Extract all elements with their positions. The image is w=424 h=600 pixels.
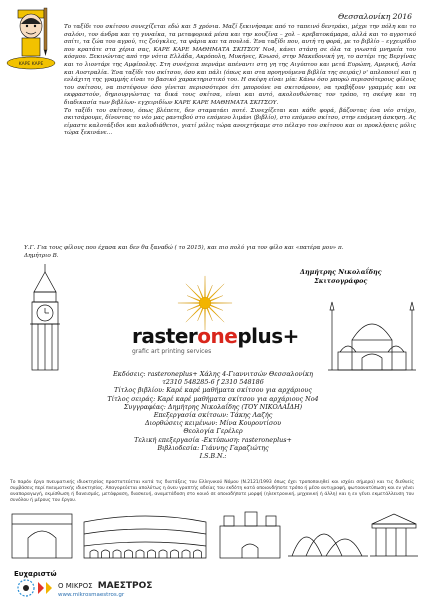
credit-line: Θεολογία Γερέλερ [183,427,243,436]
mikros-title-main: ΜΑΕΣΤΡΟΣ [97,581,153,591]
colosseum-arch [136,550,144,558]
star-ray [178,302,199,303]
credit-line: I.S.B.N.: [199,452,227,461]
copyright-notice: Το παρόν έργο πνευματικής ιδιοκτησίας προστατεύεται κατά τις διατάξεις του Ελληνικού Νόμου (Ν.2121/1993 όπως έχει τροποποιηθεί και ισχύει σήμερα) και τις διεθνείς συμβάσεις περί πνευματικής ιδιοκτησίας. Απαγορεύεται απολύτως η άνευ γραπτής αδείας του εκδότη κατά οποιονδήποτε τρόπο ή μέσο αντιγραφή, φωτοανατύπωση και εν γένει αναπαραγωγή, εκμίσθωση ή δανεισμός, μετάφραση, διασκευή, αναμετάδοση στο κοινό σε οποιαδήποτε μορφή (ηλεκτρονική, μηχανική ή άλλη) και η εν γένει εκμετάλλευση του συνόλου ή μέρους του έργου. [10,480,414,503]
thanks-label: Ευχαριστώ [14,570,57,578]
credit-line: Τίτλος βιβλίου: Καρέ καρέ μαθήματα σκίτσου για αρχάριους [114,386,312,395]
star-ray [186,307,201,322]
credit-line: Εκδόσεις: rasteroneplus+ Χάλης 4-Γιαννιτσών Θεσσαλονίκη [113,370,313,378]
publisher-logo [132,324,302,364]
credits-block [100,370,326,460]
hagia-sophia-sketch [326,300,418,380]
star-ray [204,276,205,297]
mikros-title-top: Ο ΜΙΚΡΟΣ [58,582,93,590]
author-name: Δημήτρης Νικολαΐδης [300,268,382,276]
big-ben-sketch [10,262,80,372]
svg-text:ΚΑΡΕ ΚΑΡΕ: ΚΑΡΕ ΚΑΡΕ [18,62,44,67]
star-ray [209,284,224,299]
credit-line: Τίτλος σειράς: Καρέ καρέ μαθήματα σκίτσου για αρχάριους Νο4 [107,394,319,403]
intro-paragraph: Το ταξίδι του σκίτσου συνεχίζεται εδώ και 5 χρόνια. Μαζί ξεκινήσαμε από το ταπεινό δεντράκι, μέχρι την πόλη και το σαλόνι, τον άνδρα και τη γυναίκα, τα μεταφορικά μέσα και την κουζίνα – χολ – κρεβατοκάμαρα, αλλά και το αγροτικό σπίτι, τα ζώα του αγρού, τις ζούγκλες, τα ψάρια και τα πουλιά. Ένα ταξίδι που, αυτή τη φορά, με το βιβλίο – εγχειρίδιο που κρατάτε στα χέρια σας, ΚΑΡΕ ΚΑΡΕ ΜΑΘΗΜΑΤΑ ΣΚΙΤΣΟΥ Νο4, κάνει στάση σε όλα τα γνωστά μνημεία του κόσμου. Ξεκινώντας από την νότια Ελλάδα, Ακρόπολη, Μυκήνες, Κνωσό, στην Μακεδονική γη, το αστέρι της Βεργίνας και το λιοντάρι της Αμφίπολης. Στη συνέχεια περνάμε απέναντι στη γη της Αιγύπτου και μετά Ευρώπη, Αμερική, Ασία και Αυστραλία. Ένα ταξίδι του σκίτσου, όσο και πάλι (όπως και στα προηγούμενα βιβλία της σειράς) ν' απλοποιεί και η ενλάχιτη της γραμμής είναι το βασικό χαρακτηριστικό του. Η σκέψη είναι μία: Κάνω όσο μπορώ περισσότερους φίλους του σκίτσου, να πιστέψουν όσο γίνεται περισσότεροι ότι μπορούνε να σκιτσάρουν, να τραβήξουν γραμμές και να εκφραστούν, δημιουργώντας τα δικά τους σκίτσα, είναι και αυτό, ακολουθώντας τον τρόπο, τη σκέψη και τη διαδικασία των βιβλίων- εγχειριδίων ΚΑΡΕ ΚΑΡΕ ΜΑΘΗΜΑΤΑ ΣΚΙΤΣΟΥ. [64,24,416,106]
credit-line: Βιβλιοδεσία: Γιάννης Γαραζιώτης [157,443,269,452]
star-ray [209,307,224,322]
postscript: Υ.Γ. Για τους φίλους που έχασα και δεν θα ξαναδώ ( το 2015), και πιο πολύ για τον φίλο και «πατέρα μου» π. Δημήτριο Β. [24,245,344,259]
credit-line: τ2310 548285-6 f 2310 548186 [162,378,264,387]
colosseum-arch [194,550,202,558]
logo-word-left: raster [132,324,198,348]
credit-line: Συγγραφέας: Δημήτρης Νικολαΐδης (ΤΟΥ ΝΙΚΟΛΑΪΔΗ) [123,402,303,411]
intro-text [64,24,416,138]
colosseum-arch [171,550,179,558]
colosseum-arch [113,550,121,558]
avatar [4,4,58,70]
star-ray [186,284,201,299]
credit-line: Διορθώσεις κειμένων: Μίνα Κουρουτίσου [145,419,281,428]
date-line: Θεσσαλονίκη 2016 [337,12,412,21]
intro-paragraph: Το ταξίδι του σκίτσου, όπως βλέπετε, δεν σταματάει ποτέ. Συνεχίζεται και κάθε φορά, βάζοντας ένα νέο στόχο, σκιτσάρουμε, δίνοντας το νέο μας ραντεβού στο επόμενο λιμάνι (βιβλίο), στο επόμενο σκίτσο, στην επόμενη άσκηση. Ας είμαστε καλοτάξιδοι και καλοδιάθετοι, γιατί μόλις τώρα ανοιχτήκαμε στο πέλαγο του σκίτσου και οι προκλήσεις μόλις τώρα ξεκινάνε... [64,107,416,137]
logo-word-mid: one [197,324,238,348]
colosseum-arch [148,550,156,558]
colosseum-arch [90,550,98,558]
credit-line: Επεξεργασία σκίτσων: Τάκης Λαζής [153,411,273,420]
credit-line: Τελική επεξεργασία -Εκτύπωση: rasteroneplus+ [134,435,292,444]
colosseum-arch [125,550,133,558]
colosseum-arch [102,550,110,558]
logo-word-right: plus+ [237,324,299,348]
colosseum-arch [182,550,190,558]
mikros-url[interactable]: www.mikrosmaestros.gr [58,592,125,598]
logo-subtitle: grafic art printing services [132,348,212,355]
landmarks-sketch-row [6,508,418,576]
mikros-maestros-banner [14,578,188,598]
colosseum-arch [159,550,167,558]
author-signature [300,268,382,286]
star-ray [211,302,232,303]
author-role: Σκιτσογράφος [314,277,368,285]
